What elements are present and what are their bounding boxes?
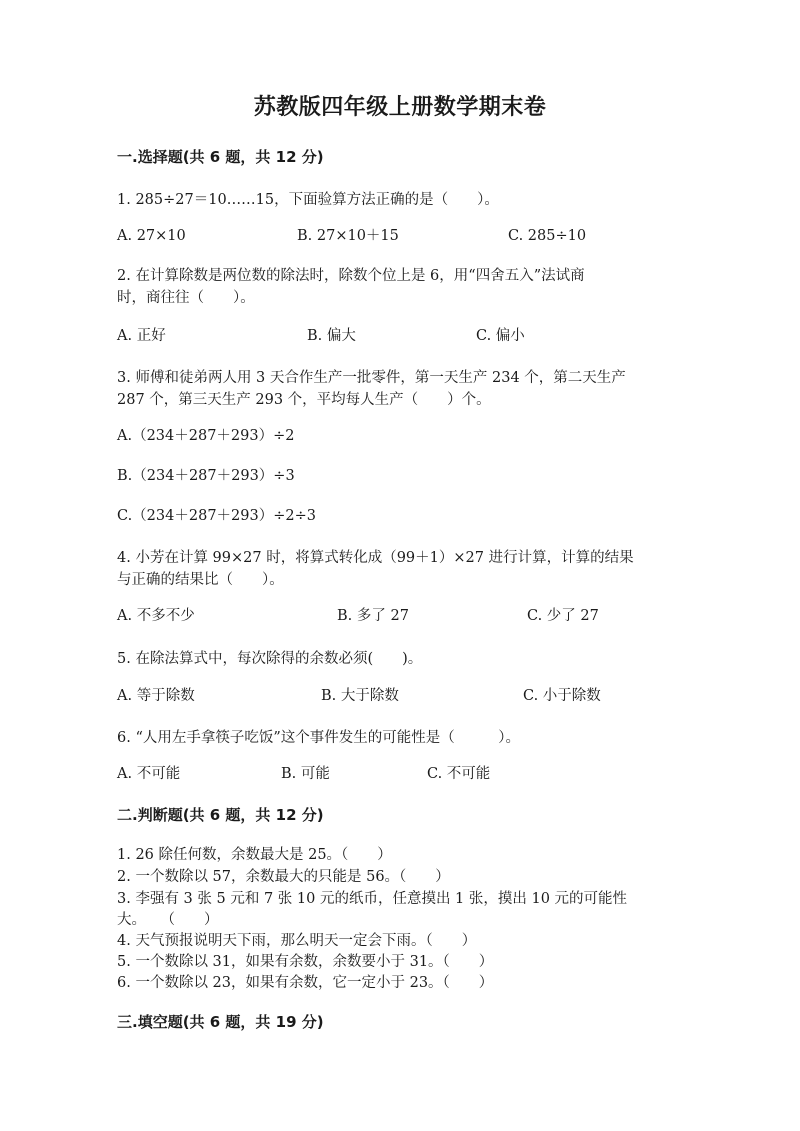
question-2-option-a: A. 正好	[117, 328, 166, 344]
judge-item-6: 6. 一个数除以 23，如果有余数，它一定小于 23。（ ）	[117, 975, 494, 991]
section-heading-choice: 一.选择题(共 6 题，共 12 分)	[117, 148, 324, 166]
question-3-option-c: C.（234＋287＋293）÷2÷3	[117, 508, 316, 524]
judge-item-5: 5. 一个数除以 31，如果有余数，余数要小于 31。（ ）	[117, 954, 494, 970]
question-4-option-a: A. 不多不少	[117, 608, 195, 624]
section-heading-fill: 三.填空题(共 6 题，共 19 分)	[117, 1013, 324, 1031]
question-2-option-b: B. 偏大	[307, 328, 356, 344]
question-4-stem-line2: 与正确的结果比（ ）。	[117, 572, 284, 588]
judge-item-4: 4. 天气预报说明天下雨，那么明天一定会下雨。（ ）	[117, 933, 477, 949]
question-2-stem-line1: 2. 在计算除数是两位数的除法时，除数个位上是 6，用“四舍五入”法试商	[117, 268, 585, 284]
question-4-option-b: B. 多了 27	[337, 608, 409, 624]
question-1-stem: 1. 285÷27＝10……15，下面验算方法正确的是（ ）。	[117, 192, 499, 208]
question-2-option-c: C. 偏小	[476, 328, 525, 344]
judge-item-2: 2. 一个数除以 57，余数最大的只能是 56。（ ）	[117, 869, 450, 885]
question-1-option-b: B. 27×10＋15	[297, 228, 399, 244]
question-6-stem: 6. “人用左手拿筷子吃饭”这个事件发生的可能性是（ ）。	[117, 730, 521, 746]
question-1-option-a: A. 27×10	[117, 228, 186, 244]
judge-item-3-line1: 3. 李强有 3 张 5 元和 7 张 10 元的纸币，任意摸出 1 张，摸出 10 元的可能性	[117, 891, 628, 907]
question-6-option-a: A. 不可能	[117, 766, 181, 782]
question-4-option-c: C. 少了 27	[527, 608, 599, 624]
question-3-option-a: A.（234＋287＋293）÷2	[117, 428, 295, 444]
question-1-option-c: C. 285÷10	[508, 228, 587, 244]
section-heading-judge: 二.判断题(共 6 题，共 12 分)	[117, 806, 324, 824]
question-5-stem: 5. 在除法算式中，每次除得的余数必须( )。	[117, 651, 423, 667]
page-title: 苏教版四年级上册数学期末卷	[253, 94, 547, 120]
question-6-option-c: C. 不可能	[427, 766, 491, 782]
judge-item-3-line2: 大。 （ ）	[117, 912, 219, 928]
judge-item-1: 1. 26 除任何数，余数最大是 25。（ ）	[117, 847, 392, 863]
question-5-option-c: C. 小于除数	[523, 688, 601, 704]
question-3-stem-line2: 287 个，第三天生产 293 个，平均每人生产（ ）个。	[117, 392, 491, 408]
question-2-stem-line2: 时，商往往（ ）。	[117, 290, 255, 306]
question-4-stem-line1: 4. 小芳在计算 99×27 时，将算式转化成（99＋1）×27 进行计算，计算的结果	[117, 550, 634, 566]
question-3-stem-line1: 3. 师傅和徒弟两人用 3 天合作生产一批零件，第一天生产 234 个，第二天生产	[117, 370, 626, 386]
question-5-option-b: B. 大于除数	[321, 688, 399, 704]
question-5-option-a: A. 等于除数	[117, 688, 195, 704]
question-6-option-b: B. 可能	[281, 766, 330, 782]
question-3-option-b: B.（234＋287＋293）÷3	[117, 468, 295, 484]
